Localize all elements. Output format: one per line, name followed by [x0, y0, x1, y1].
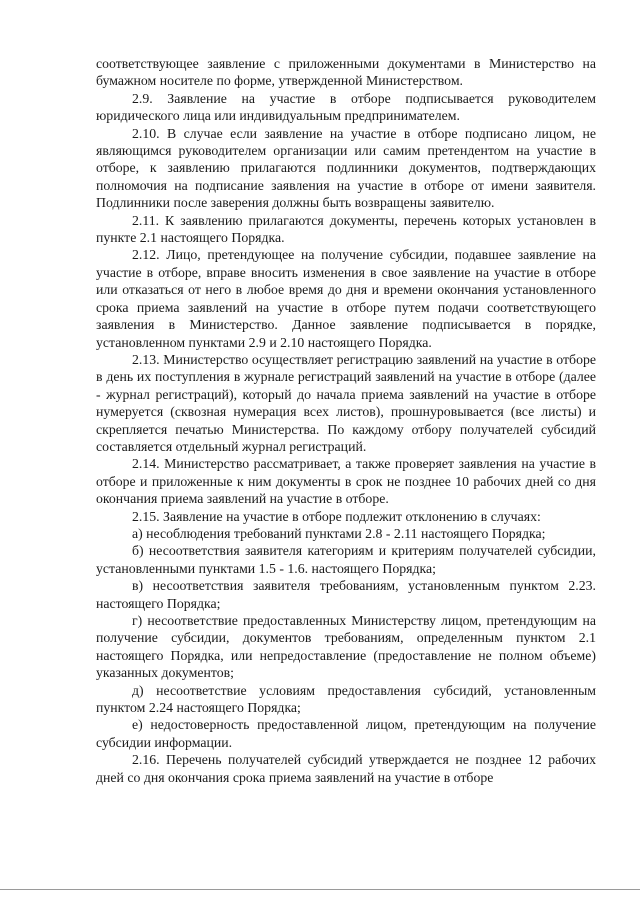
paragraph-2-10: 2.10. В случае если заявление на участие в отборе подписано лицом, не являющимся руководителем организации или самим претендентом на участие в отборе, к заявлению прилагаются подлинники документов, подтверждающих полномочия на подписание заявления на участие в отборе от имени заявителя. Подлинники после заверения должны быть возвращены заявителю. [96, 125, 596, 211]
paragraph-2-12: 2.12. Лицо, претендующее на получение субсидии, подавшее заявление на участие в отборе, вправе вносить изменения в свое заявление на участие в отборе или отказаться от него в любое время до дня и времени окончания установленного срока приема заявлений на участие в отборе путем подачи соответствующего заявления в Министерство. Данное заявление подписывается в порядке, установленном пунктами 2.9 и 2.10 настоящего Порядка. [96, 247, 596, 350]
page-bottom-divider [0, 889, 640, 890]
paragraph-2-11: 2.11. К заявлению прилагаются документы, перечень которых установлен в пункте 2.1 настоящего Порядка. [96, 212, 596, 246]
document-body [96, 55, 596, 786]
list-item-g: г) несоответствие предоставленных Министерству лицом, претендующим на получение субсидии, документов требованиям, определенным пунктом 2.1 настоящего Порядка, или непредоставление (предоставление не полном объеме) указанных документов; [96, 613, 596, 681]
paragraph-2-15: 2.15. Заявление на участие в отборе подлежит отклонению в случаях: [132, 508, 541, 524]
paragraph-2-9: 2.9. Заявление на участие в отборе подписывается руководителем юридического лица или индивидуальным предпринимателем. [96, 90, 596, 124]
list-item-v: в) несоответствия заявителя требованиям, установленным пунктом 2.23. настоящего Порядка; [96, 578, 596, 611]
list-item-e: е) недостоверность предоставленной лицом, претендующим на получение субсидии информации. [96, 717, 596, 750]
list-item-d: д) несоответствие условиям предоставления субсидий, установленным пунктом 2.24 настоящего Порядка; [96, 682, 596, 716]
paragraph-2-16: 2.16. Перечень получателей субсидий утверждается не позднее 12 рабочих дней со дня окончания срока приема заявлений на участие в отборе [96, 752, 596, 785]
list-item-a: а) несоблюдения требований пунктами 2.8 - 2.11 настоящего Порядка; [132, 525, 546, 541]
list-item-b: б) несоответствия заявителя категориям и критериям получателей субсидии, установленными пунктами 1.5 - 1.6. настоящего Порядка; [96, 543, 596, 576]
paragraph-2-13: 2.13. Министерство осуществляет регистрацию заявлений на участие в отборе в день их поступления в журнале регистраций заявлений на участие в отборе (далее - журнал регистраций), который до начала приема заявлений на участие в отборе нумеруется (сквозная нумерация всех листов), прошнуровывается (все листы) и скрепляется печатью Министерства. По каждому отбору получателей субсидий составляется отдельный журнал регистраций. [96, 351, 596, 454]
paragraph-2-14: 2.14. Министерство рассматривает, а также проверяет заявления на участие в отборе и приложенные к ним документы в срок не позднее 10 рабочих дней со дня окончания приема заявлений на участие в отборе. [96, 456, 596, 507]
paragraph-continuation: соответствующее заявление с приложенными документами в Министерство на бумажном носителе по форме, утвержденной Министерством. [96, 56, 596, 89]
